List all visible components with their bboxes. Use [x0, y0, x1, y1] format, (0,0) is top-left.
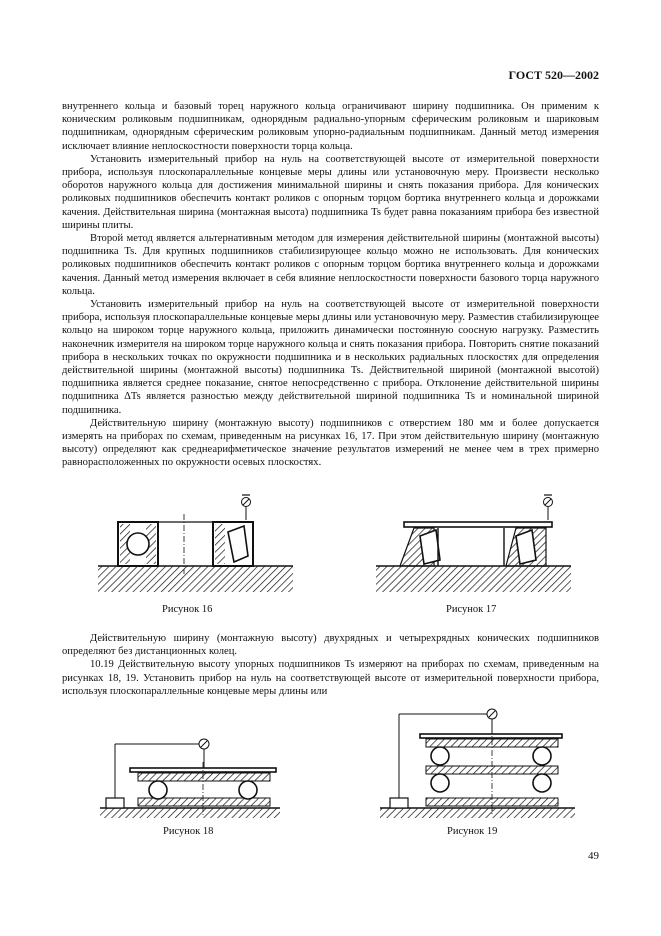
figure-18-caption: Рисунок 18: [163, 826, 214, 837]
paragraph: Второй метод является альтернативным методом для измерения действительной ширины (монтажной высоты) подшипника Ts. Для крупных подшипников стабилизирующее кольцо можно не использовать. Для конических роликовых подшипников обеспечить контакт роликов с опорным торцом бортика внутреннего кольца и дорожками качения. Данный метод измерения включает в себя влияние неплоскостности поверхности базового торца наружного кольца.: [62, 233, 599, 297]
figure-17-caption: Рисунок 17: [446, 604, 497, 615]
paragraph: Установить измерительный прибор на нуль на соответствующей высоте от измерительной поверхности прибора, используя плоскопараллельные концевые меры длины или установочную меру. Произвести несколько оборотов наружного кольца для достижения минимальной ширины и снять показания прибора. Для конических роликовых подшипников обеспечить контакт роликов с опорным торцом бортика внутреннего кольца и дорожками качения. Действительная ширина (монтажная высота) подшипника Ts будет равна показаниям прибора без известной ширины плиты.: [62, 153, 599, 231]
paragraph: 10.19 Действительную высоту упорных подшипников Ts измеряют на приборах по схемам, приведенным на рисунках 18, 19. Установить прибор на нуль на соответствующей высоте от измерительной поверхности прибора, используя плоскопараллельные концевые меры длины или: [62, 659, 599, 697]
document-header: ГОСТ 520—2002: [508, 68, 599, 82]
page-number: 49: [588, 850, 599, 862]
paragraph: внутреннего кольца и базовый торец наружного кольца ограничивают ширину подшипника. Он применим к коническим роликовым подшипникам, однорядным радиально-упорным сферическим роликовым и шариковым подшипникам, однорядным сферическим роликовым упорно-радиальным подшипникам. Данный метод измерения исключает влияние неплоскостности поверхности торца кольца.: [62, 101, 599, 152]
figure-18-drawing: [100, 730, 280, 820]
paragraph: Действительную ширину (монтажную высоту) двухрядных и четырехрядных конических подшипников определяют без дистанционных колец.: [62, 633, 599, 658]
figure-16-caption: Рисунок 16: [162, 604, 213, 615]
paragraph: Действительную ширину (монтажную высоту) подшипников с отверстием 180 мм и более допускается измерять на приборах по схемам, приведенным на рисунках 16, 17. При этом действительную ширину (монтажную высоту) определяют как среднеарифметическое значение результатов измерений не менее чем в трех примерно равнорасположенных по окружности осевых плоскостях.: [62, 417, 599, 469]
figure-19-drawing: [380, 704, 575, 820]
body-text-mid: [62, 632, 599, 698]
figure-16-drawing: [98, 492, 293, 597]
figure-17-drawing: [376, 492, 571, 597]
paragraph: Установить измерительный прибор на нуль на соответствующей высоте от измерительной поверхности прибора, используя плоскопараллельные концевые меры длины или установочную меру. Разместив стабилизирующее кольцо на широком торце наружного кольца, приложить динамически постоянную соосную нагрузку. Разместить наконечник измерителя на широком торце наружного кольца и снять показания прибора. Повторить снятие показаний прибора в нескольких точках по окружности подшипника и в нескольких радиальных плоскостях для определения действительной ширины (монтажной высоты) подшипника Ts. Действительной шириной (монтажной высотой) подшипника является среднее показание, снятое непосредственно с прибора. Отклонение действительной ширины подшипника ΔTs является разностью между действительной шириной подшипника Ts и номинальной шириной подшипника.: [62, 299, 599, 416]
body-text-top: [62, 100, 599, 470]
figure-19-caption: Рисунок 19: [447, 826, 498, 837]
